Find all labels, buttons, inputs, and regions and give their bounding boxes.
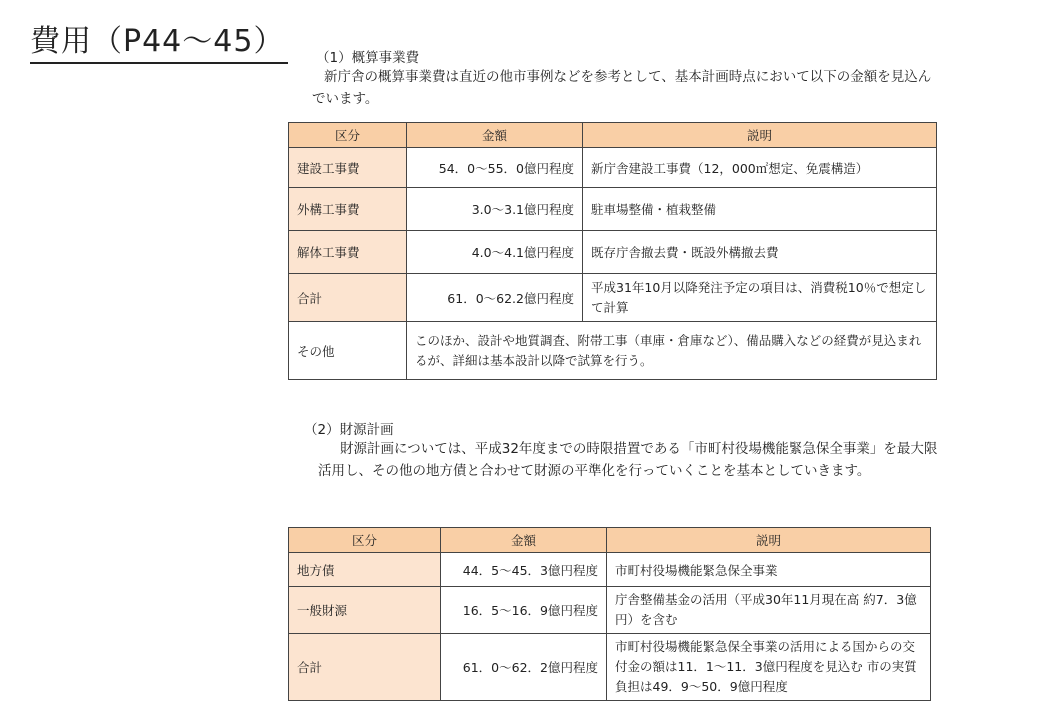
row-category: 外構工事費 (289, 188, 407, 231)
row-description: 新庁舎建設工事費（12，000㎡想定、免震構造） (583, 148, 937, 188)
section2-heading: （2）財源計画 (304, 422, 394, 438)
row-description: 平成31年10月以降発注予定の項目は、消費税10％で想定して計算 (583, 274, 937, 322)
cost-table (288, 122, 937, 380)
row-amount: 44．5〜45．3億円程度 (441, 553, 607, 587)
header-description: 説明 (583, 123, 937, 148)
row-amount: 4.0〜4.1億円程度 (407, 231, 583, 274)
row-description: 庁舎整備基金の活用（平成30年11月現在高 約7．3億円）を含む (607, 587, 931, 634)
row-description: 市町村役場機能緊急保全事業の活用による国からの交付金の額は11．1〜11．3億円程度を見込む 市の実質負担は49．9〜50．9億円程度 (607, 634, 931, 701)
row-category: 建設工事費 (289, 148, 407, 188)
header-amount: 金額 (407, 123, 583, 148)
row-description: 既存庁舎撤去費・既設外構撤去費 (583, 231, 937, 274)
table-row (289, 148, 937, 188)
finance-table-header (289, 528, 931, 553)
row-category: 一般財源 (289, 587, 441, 634)
row-amount: 61．0〜62．2億円程度 (441, 634, 607, 701)
section2-paragraph: 財源計画については、平成32年度までの時限措置である「市町村役場機能緊急保全事業」を最大限活用し、その他の地方債と合わせて財源の平準化を行っていくことを基本としていきます。 (318, 441, 938, 479)
row-category: 解体工事費 (289, 231, 407, 274)
row-amount: 61．0〜62.2億円程度 (407, 274, 583, 322)
row-category: 地方債 (289, 553, 441, 587)
table-row-other (289, 322, 937, 380)
row-category: 合計 (289, 274, 407, 322)
header-category: 区分 (289, 528, 441, 553)
table-row (289, 634, 931, 701)
table-row (289, 188, 937, 231)
section1-paragraph: 新庁舎の概算事業費は直近の他市事例などを参考として、基本計画時点において以下の金額を見込んでいます。 (312, 69, 932, 107)
table-row (289, 231, 937, 274)
page-title: 費用（P44〜45） (30, 16, 288, 64)
row-amount: 3.0〜3.1億円程度 (407, 188, 583, 231)
cost-table-header (289, 123, 937, 148)
header-category: 区分 (289, 123, 407, 148)
table-row (289, 553, 931, 587)
row-category: 合計 (289, 634, 441, 701)
table-row (289, 274, 937, 322)
row-description: 駐車場整備・植栽整備 (583, 188, 937, 231)
header-amount: 金額 (441, 528, 607, 553)
row-category: その他 (289, 322, 407, 380)
section1-heading: （1）概算事業費 (316, 50, 420, 66)
row-description: このほか、設計や地質調査、附帯工事（車庫・倉庫など）、備品購入などの経費が見込まれるが、詳細は基本設計以降で試算を行う。 (407, 322, 937, 380)
table-row (289, 587, 931, 634)
row-description: 市町村役場機能緊急保全事業 (607, 553, 931, 587)
header-description: 説明 (607, 528, 931, 553)
row-amount: 54．0〜55．0億円程度 (407, 148, 583, 188)
row-amount: 16．5〜16．9億円程度 (441, 587, 607, 634)
finance-table (288, 527, 931, 701)
